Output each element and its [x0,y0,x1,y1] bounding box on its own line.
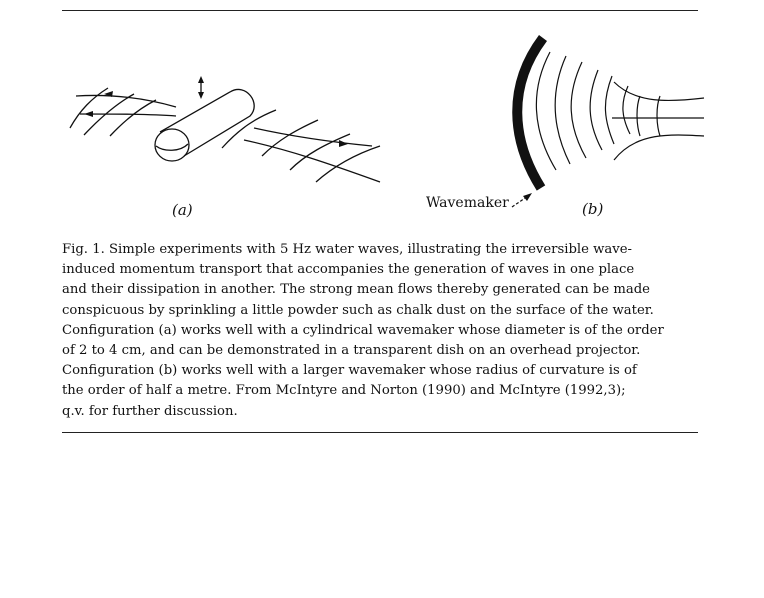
left-flow-arrowhead [84,111,93,117]
cylinder-body [160,89,254,156]
caption-line: conspicuous by sprinkling a little powder such as chalk dust on the surface of the water. [62,302,654,318]
wavemaker-label: Wavemaker [426,195,509,211]
b-wave-crest [555,56,570,164]
figure-drawing [0,0,764,240]
b-dissipation-crest [637,96,640,136]
caption-line: induced momentum transport that accompanies the generation of waves in one place [62,262,635,278]
caption-line: Fig. 1. Simple experiments with 5 Hz water waves, illustrating the irreversible wave- [62,242,632,257]
caption-line: Configuration (a) works well with a cylindrical wavemaker whose diameter is of the order [62,322,664,338]
left-streamline [80,114,176,116]
bottom-rule [62,432,698,433]
left-wave-crest [70,88,108,128]
cylinder-waterline [156,144,188,150]
caption-line: q.v. for further discussion. [62,403,238,419]
label-a: (a) [172,201,193,219]
arrow-down-head [198,92,204,99]
figure-caption [62,240,712,422]
caption-line: of 2 to 4 cm, and can be demonstrated in a transparent dish on an overhead projector. [62,343,641,359]
figure [0,0,764,240]
caption-line: and their dissipation in another. The strong mean flows thereby generated can be made [62,282,650,298]
caption-line: the order of half a metre. From McIntyre and Norton (1990) and McIntyre (1992,3); [62,383,626,399]
cylinder-end [155,129,189,161]
arrow-up-head [198,76,204,83]
b-wave-crest [590,70,602,150]
right-flow-arrowhead [339,140,348,147]
right-wave-crest [222,110,276,148]
wavemaker-pointer-head [523,193,532,201]
label-b: (b) [582,200,604,218]
curved-wavemaker [517,38,543,188]
caption-line: Configuration (b) works well with a larger wavemaker whose radius of curvature is of [62,363,637,379]
right-wave-crest [316,146,380,182]
b-wave-crest [536,52,556,170]
right-streamline [254,128,372,146]
b-dissipation-crest [657,96,660,136]
b-wave-crest [571,62,586,158]
b-wave-crest [605,76,614,144]
b-flow-line [614,135,704,160]
right-streamline [244,140,380,182]
